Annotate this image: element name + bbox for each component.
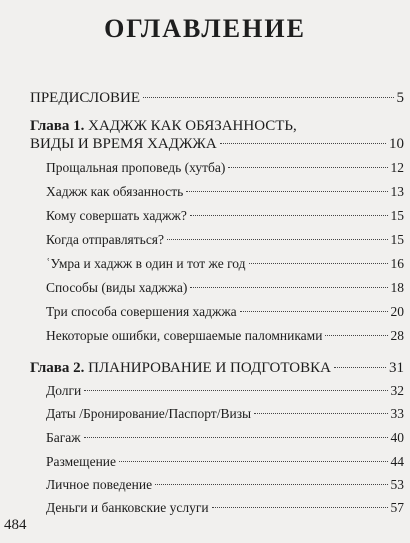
- entry-page: 44: [390, 454, 404, 469]
- entry-page: 40: [390, 430, 404, 445]
- dot-leader: [167, 239, 387, 240]
- entry-label: Деньги и банковские услуги: [46, 500, 209, 515]
- entry-label: Способы (виды хаджжа): [46, 280, 188, 295]
- dot-leader: [228, 167, 387, 168]
- dot-leader: [190, 287, 387, 288]
- entry-page: 12: [390, 160, 404, 175]
- entry-page: 53: [390, 477, 404, 492]
- toc-subentry: [0, 498, 410, 518]
- entry-page: 5: [396, 90, 404, 106]
- toc-subentry: [0, 475, 410, 495]
- entry-label: Личное поведение: [46, 477, 153, 492]
- toc-subentry: [0, 278, 410, 298]
- dot-leader: [155, 484, 387, 485]
- entry-label: Некоторые ошибки, совершаемые паломниками: [46, 328, 323, 343]
- entry-page: 33: [390, 406, 404, 421]
- chapter-title-line2: ВИДЫ И ВРЕМЯ ХАДЖЖА: [30, 136, 217, 152]
- entry-label: Даты /Бронирование/Паспорт/Визы: [46, 406, 252, 421]
- dot-leader: [240, 311, 388, 312]
- dot-leader: [254, 413, 387, 414]
- toc-subentry: [0, 254, 410, 274]
- toc-subentry: [0, 206, 410, 226]
- toc-heading: ОГЛАВЛЕНИЕ: [104, 14, 306, 43]
- toc-subentry: [0, 230, 410, 250]
- dot-leader: [143, 97, 393, 98]
- entry-page: 32: [390, 383, 404, 398]
- entry-label: Долги: [46, 383, 82, 398]
- toc-subentry: [0, 158, 410, 178]
- entry-label: Багаж: [46, 430, 81, 445]
- dot-leader: [249, 263, 388, 264]
- entry-page: 16: [390, 256, 404, 271]
- entry-page: 31: [389, 360, 404, 376]
- chapter-prefix: Глава 1.: [30, 118, 85, 134]
- dot-leader: [190, 215, 388, 216]
- entry-label: ПРЕДИСЛОВИЕ: [30, 90, 141, 106]
- entry-label: Когда отправляться?: [46, 232, 165, 247]
- dot-leader: [84, 390, 387, 391]
- toc-chapter-2: [0, 358, 410, 378]
- entry-label: Кому совершать хаджж?: [46, 208, 187, 223]
- dot-leader: [325, 335, 387, 336]
- page-number: 484: [4, 517, 27, 533]
- dot-leader: [84, 437, 388, 438]
- toc-chapter-1-line2: [0, 134, 410, 154]
- toc-subentry: [0, 326, 410, 346]
- entry-page: 10: [389, 136, 404, 152]
- toc-subentry: [0, 452, 410, 472]
- dot-leader: [220, 143, 386, 144]
- entry-page: 15: [390, 232, 404, 247]
- entry-page: 15: [390, 208, 404, 223]
- chapter-title: ПЛАНИРОВАНИЕ И ПОДГОТОВКА: [84, 360, 331, 376]
- toc-subentry: [0, 302, 410, 322]
- entry-page: 20: [390, 304, 404, 319]
- dot-leader: [186, 191, 387, 192]
- toc-chapter-1-line1: [0, 116, 410, 136]
- toc-subentry: [0, 428, 410, 448]
- toc-subentry: [0, 404, 410, 424]
- entry-page: 57: [390, 500, 404, 515]
- entry-label: Хаджж как обязанность: [46, 184, 184, 199]
- dot-leader: [212, 507, 388, 508]
- entry-label: Три способа совершения хаджжа: [46, 304, 237, 319]
- entry-page: 13: [390, 184, 404, 199]
- chapter-prefix: Глава 2.: [30, 360, 85, 376]
- toc-subentry: [0, 182, 410, 202]
- toc-subentry: [0, 381, 410, 401]
- entry-label: Размещение: [46, 454, 117, 469]
- entry-label: ʿУмра и хаджж в один и тот же год: [46, 256, 246, 271]
- entry-label: Прощальная проповедь (хутба): [46, 160, 226, 175]
- chapter-title-line1: ХАДЖЖ КАК ОБЯЗАННОСТЬ,: [84, 118, 297, 134]
- dot-leader: [334, 367, 386, 368]
- toc-entry-preface: [0, 88, 410, 108]
- entry-page: 18: [390, 280, 404, 295]
- entry-page: 28: [390, 328, 404, 343]
- dot-leader: [119, 461, 387, 462]
